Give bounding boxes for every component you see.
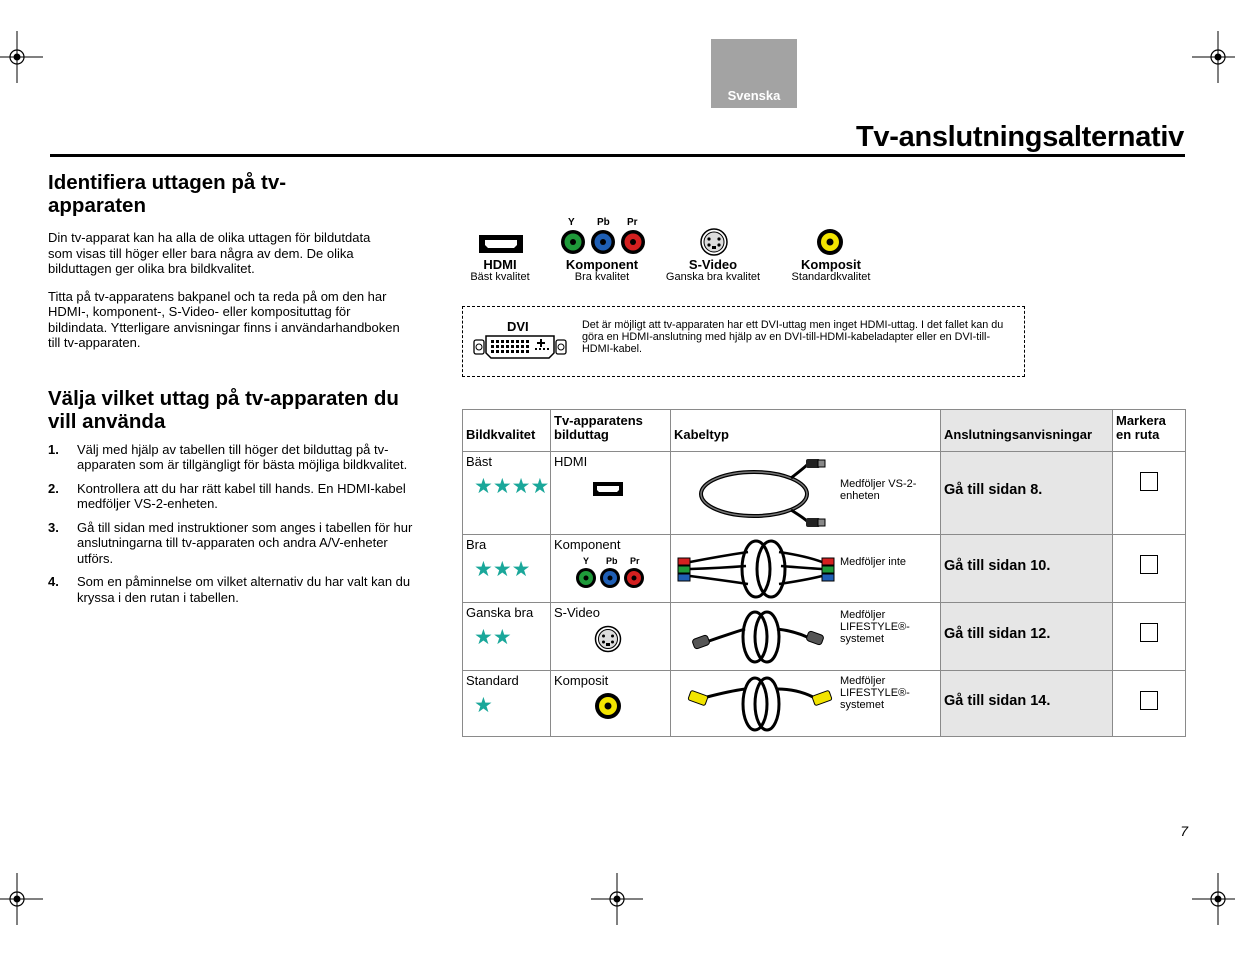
step-text: Kontrollera att du har rätt kabel till hands. En HDMI-kabel medföljer VS-2-enheten.: [77, 480, 406, 511]
hdmi-jack-icon: [478, 234, 524, 259]
s-video-cable-icon: [689, 609, 829, 665]
language-tab-label: Svenska: [727, 88, 781, 103]
output-label: S-Video: [554, 605, 601, 620]
output-label: HDMI: [554, 454, 588, 469]
selection-checkbox[interactable]: [1140, 691, 1158, 710]
registration-mark-icon: [0, 31, 43, 83]
cable-note: Medföljer VS-2-enheten: [840, 478, 917, 502]
star-rating-icon: ★★★★: [474, 475, 550, 498]
component-jacks-icon: [560, 229, 650, 255]
page-number: 7: [1180, 823, 1188, 839]
component-letter: Pr: [630, 556, 640, 566]
step-text: Som en påminnelse om vilket alternativ du har valt kan du kryssa i den rutan i tabellen.: [77, 574, 411, 605]
column-header: Anslutningsanvisningar: [941, 410, 1113, 452]
cable-note: Medföljer inte: [840, 556, 907, 568]
registration-mark-icon: [1192, 31, 1235, 83]
step-number: 4.: [48, 574, 59, 589]
star-rating-icon: ★★: [474, 626, 512, 649]
component-letter: Y: [568, 217, 575, 228]
composite-cable-icon: [685, 675, 835, 733]
instruction-link[interactable]: Gå till sidan 10.: [944, 558, 1051, 574]
dvi-connector-icon: [473, 334, 567, 360]
left-column: [48, 171, 423, 613]
s-video-jack-icon: [594, 625, 622, 653]
step-number: 1.: [48, 441, 59, 457]
column-header: Bildkvalitet: [463, 410, 551, 452]
step-number: 3.: [48, 519, 59, 535]
instruction-link[interactable]: Gå till sidan 12.: [944, 626, 1051, 642]
quality-label: Bäst: [466, 454, 493, 469]
dvi-note-text: Det är möjligt att tv-apparaten har ett DVI-uttag men inget HDMI-uttag. I det fallet kan du göra en HDMI-anslutning med hjälp av en DVI-till-HDMI-kabeladapter eller en DVI-till-HDMI-kabel.: [582, 319, 1004, 355]
jack-label-hdmi: HDMI: [483, 257, 517, 272]
step-text: Välj med hjälp av tabellen till höger det bilduttag på tv-apparaten som är tillgängligt för bästa möjliga bildkvalitet.: [77, 441, 408, 472]
jack-label-s-video: S-Video: [688, 257, 738, 272]
star-rating-icon: ★: [474, 694, 493, 717]
table-row: [463, 671, 1186, 737]
instruction-link[interactable]: Gå till sidan 14.: [944, 693, 1051, 709]
intro-paragraph: Titta på tv-apparatens bakpanel och ta reda på om den har HDMI-, komponent-, S-Video- eller komposituttag för bildindata. Ytterligare anvisningar finns i användarhandboken till tv-apparaten.: [48, 288, 400, 350]
s-video-jack-icon: [699, 228, 729, 256]
instruction-link[interactable]: Gå till sidan 8.: [944, 482, 1043, 498]
output-label: Komposit: [554, 673, 609, 688]
list-item: [48, 481, 423, 512]
step-number: 2.: [48, 480, 59, 496]
composite-jack-icon: [594, 692, 622, 720]
list-item: [48, 574, 423, 605]
title-divider: [50, 154, 1185, 157]
registration-mark-icon: [591, 873, 643, 925]
column-header: Tv-apparatens bilduttag: [551, 410, 671, 452]
section-title-choose: Välja vilket uttag på tv-apparaten du vill använda: [48, 386, 399, 433]
column-header: Kabeltyp: [671, 410, 941, 452]
jack-quality-component: Bra kvalitet: [574, 271, 630, 283]
step-text: Gå till sidan med instruktioner som anges i tabellen för hur anslutningarna till tv-apparaten och andra A/V-enheter utförs.: [77, 519, 413, 566]
dvi-note-box: [462, 306, 1025, 377]
component-letter: Pr: [627, 217, 638, 228]
language-tab: [711, 39, 797, 108]
jack-quality-s-video: Ganska bra kvalitet: [665, 271, 761, 283]
output-label: Komponent: [554, 537, 621, 552]
component-letter: Pb: [606, 556, 618, 566]
registration-mark-icon: [0, 873, 43, 925]
jack-label-component: Komponent: [565, 257, 639, 272]
table-header-row: [463, 410, 1186, 452]
cable-note: Medföljer LIFESTYLE®-systemet: [840, 675, 910, 711]
cable-note: Medföljer LIFESTYLE®-systemet: [840, 609, 910, 645]
jack-quality-composite: Standardkvalitet: [791, 271, 871, 283]
selection-checkbox[interactable]: [1140, 623, 1158, 642]
hdmi-cable-icon: [696, 456, 831, 530]
selection-checkbox[interactable]: [1140, 472, 1158, 491]
page-title: Tv-anslutningsalternativ: [856, 121, 1184, 153]
steps-list: [48, 442, 423, 606]
column-header: Markera en ruta: [1113, 410, 1186, 452]
component-letter: Y: [583, 556, 590, 566]
table-row: [463, 452, 1186, 535]
table-row: [463, 603, 1186, 671]
dvi-label: DVI: [507, 319, 529, 334]
jack-label-composite: Komposit: [801, 257, 861, 272]
table-row: [463, 535, 1186, 603]
intro-paragraph: Din tv-apparat kan ha alla de olika uttagen för bildutdata som visas till höger eller bara några av dem. De olika bilduttagen ger olika bra bildkvalitet.: [48, 230, 371, 276]
component-jacks-icon: [575, 567, 647, 589]
selection-checkbox[interactable]: [1140, 555, 1158, 574]
component-cable-icon: [676, 538, 836, 600]
component-letter: Pb: [597, 217, 610, 228]
quality-label: Standard: [466, 673, 519, 688]
star-rating-icon: ★★★: [474, 558, 531, 581]
connection-options-table: [462, 409, 1186, 737]
section-title-identify: Identifiera uttagen på tv-apparaten: [48, 171, 287, 217]
registration-mark-icon: [1192, 873, 1235, 925]
composite-jack-icon: [816, 228, 844, 256]
list-item: [48, 520, 423, 567]
jack-quality-hdmi: Bäst kvalitet: [470, 271, 530, 283]
quality-label: Bra: [466, 537, 487, 552]
quality-label: Ganska bra: [466, 605, 534, 620]
hdmi-jack-icon: [593, 482, 623, 496]
list-item: [48, 442, 423, 473]
